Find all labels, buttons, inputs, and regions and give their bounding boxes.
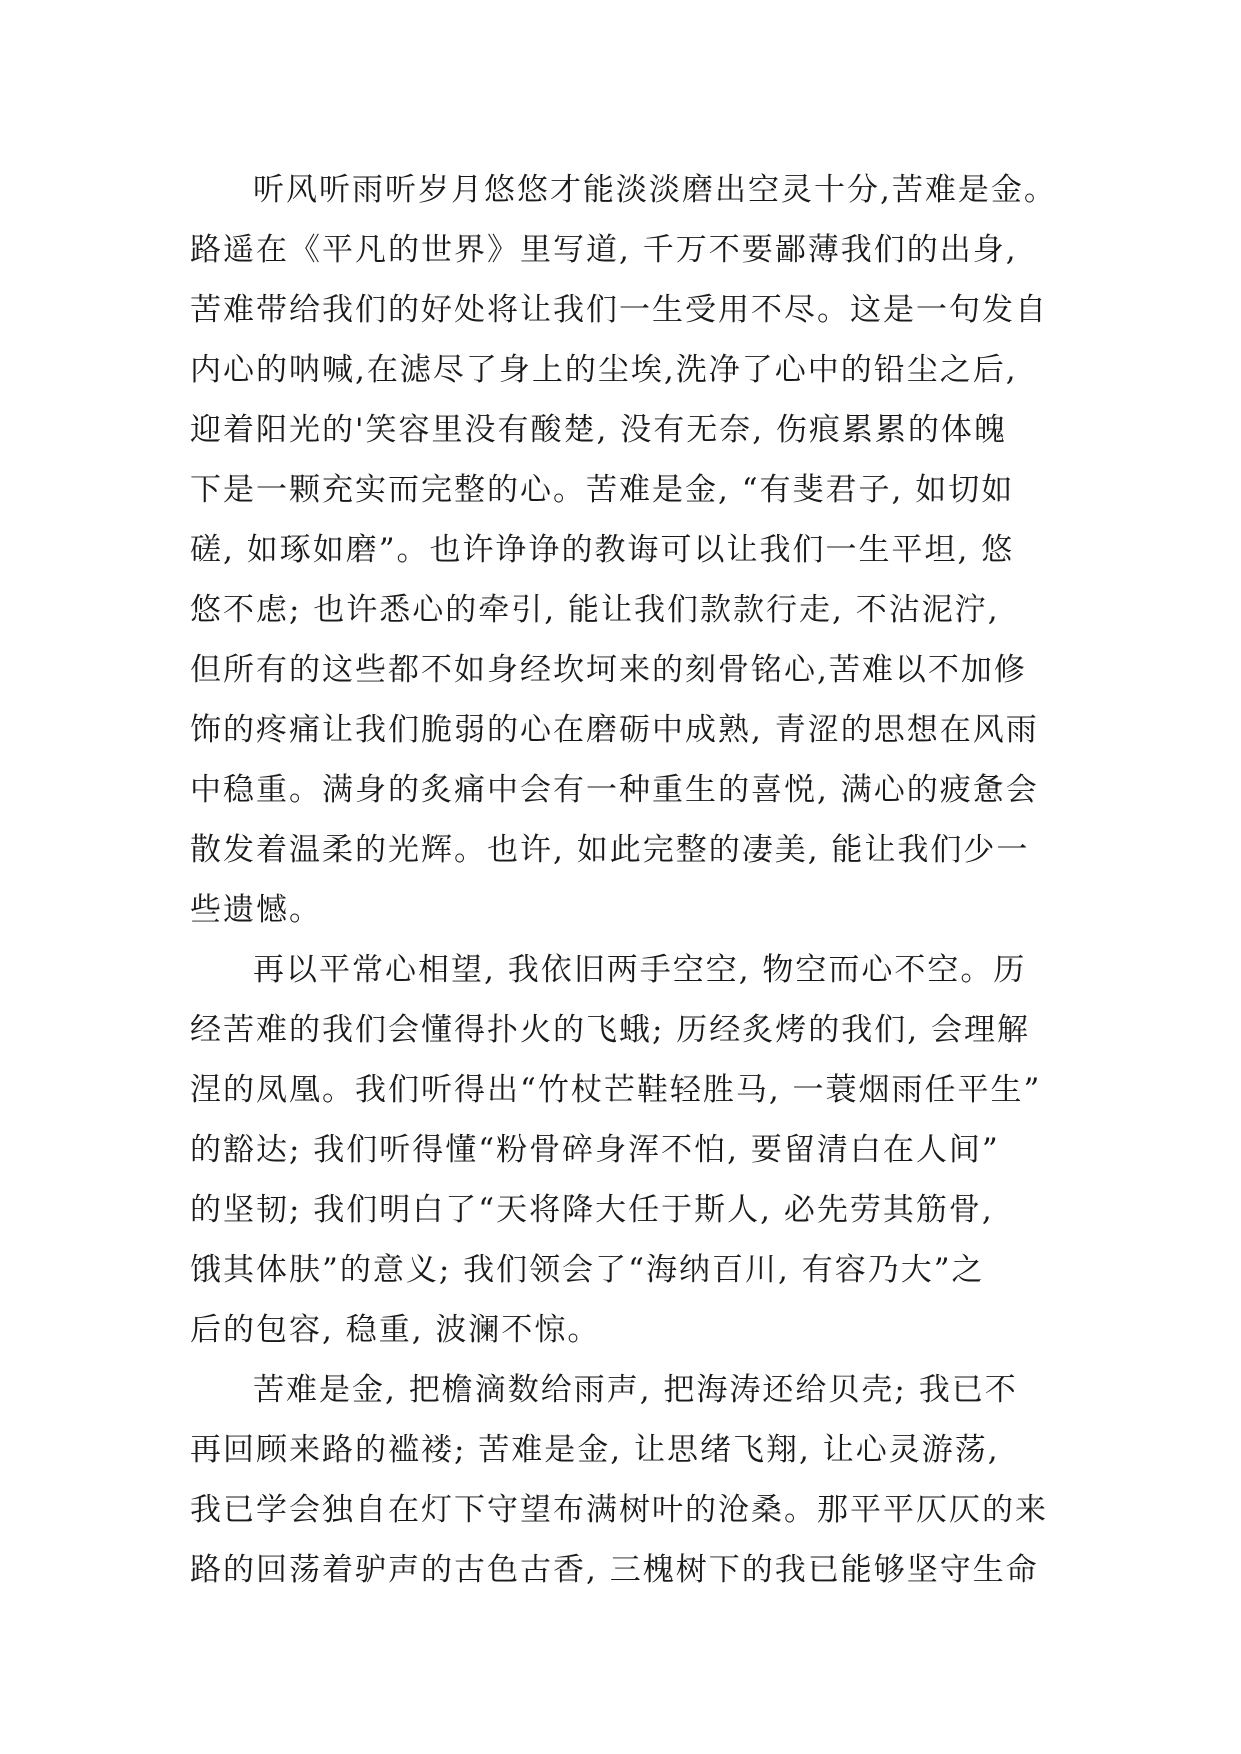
- paragraph-line: 再以平常心相望, 我依旧两手空空, 物空而心不空。历: [253, 952, 1027, 988]
- paragraph-line: 的坚韧; 我们明白了“天将降大任于斯人, 必先劳其筋骨,: [190, 1192, 994, 1228]
- paragraph-line: 经苦难的我们会懂得扑火的飞蛾; 历经炙烤的我们, 会理解: [190, 1012, 1031, 1048]
- paragraph-line: 内心的呐喊,在滤尽了身上的尘埃,洗净了心中的铅尘之后,: [190, 352, 1018, 388]
- paragraph-line: 中稳重。满身的炙痛中会有一种重生的喜悦, 满心的疲惫会: [190, 772, 1039, 808]
- paragraph-line: 涅的凤凰。我们听得出“竹杖芒鞋轻胜马, 一蓑烟雨任平生”: [190, 1072, 1042, 1108]
- paragraph-line: 的豁达; 我们听得懂“粉骨碎身浑不怕, 要留清白在人间”: [190, 1132, 1000, 1168]
- paragraph-line: 磋, 如琢如磨”。也许诤诤的教诲可以让我们一生平坦, 悠: [190, 532, 1015, 568]
- paragraph-line: 但所有的这些都不如身经坎坷来的刻骨铭心,苦难以不加修: [190, 652, 1027, 688]
- paragraph-line: 饰的疼痛让我们脆弱的心在磨砺中成熟, 青涩的思想在风雨: [190, 712, 1039, 748]
- paragraph-line: 饿其体肤”的意义; 我们领会了“海纳百川, 有容乃大”之: [190, 1252, 985, 1288]
- paragraph-line: 路的回荡着驴声的古色古香, 三槐树下的我已能够坚守生命: [190, 1552, 1039, 1588]
- paragraph-line: 些遗憾。: [190, 892, 322, 928]
- paragraph-line: 悠不虑; 也许悉心的牵引, 能让我们款款行走, 不沾泥泞,: [190, 592, 1000, 628]
- paragraph-line: 再回顾来路的褴褛; 苦难是金, 让思绪飞翔, 让心灵游荡,: [190, 1432, 1000, 1468]
- paragraph-line: 路遥在《平凡的世界》里写道, 千万不要鄙薄我们的出身,: [190, 232, 1018, 268]
- essay-body: [190, 160, 1090, 1600]
- paragraph-line: 迎着阳光的'笑容里没有酸楚, 没有无奈, 伤痕累累的体魄: [190, 412, 1007, 448]
- paragraph-line: 我已学会独自在灯下守望布满树叶的沧桑。那平平仄仄的来: [190, 1492, 1048, 1528]
- paragraph-line: 下是一颗充实而完整的心。苦难是金, “有斐君子, 如切如: [190, 472, 1015, 508]
- paragraph-line: 散发着温柔的光辉。也许, 如此完整的凄美, 能让我们少一: [190, 832, 1030, 868]
- paragraph-line: 苦难带给我们的好处将让我们一生受用不尽。这是一句发自: [190, 292, 1048, 328]
- paragraph-line: 后的包容, 稳重, 波澜不惊。: [190, 1312, 601, 1348]
- paragraph-line: 听风听雨听岁月悠悠才能淡淡磨出空灵十分,苦难是金。: [253, 172, 1057, 208]
- paragraph-line: 苦难是金, 把檐滴数给雨声, 把海涛还给贝壳; 我已不: [253, 1372, 1018, 1408]
